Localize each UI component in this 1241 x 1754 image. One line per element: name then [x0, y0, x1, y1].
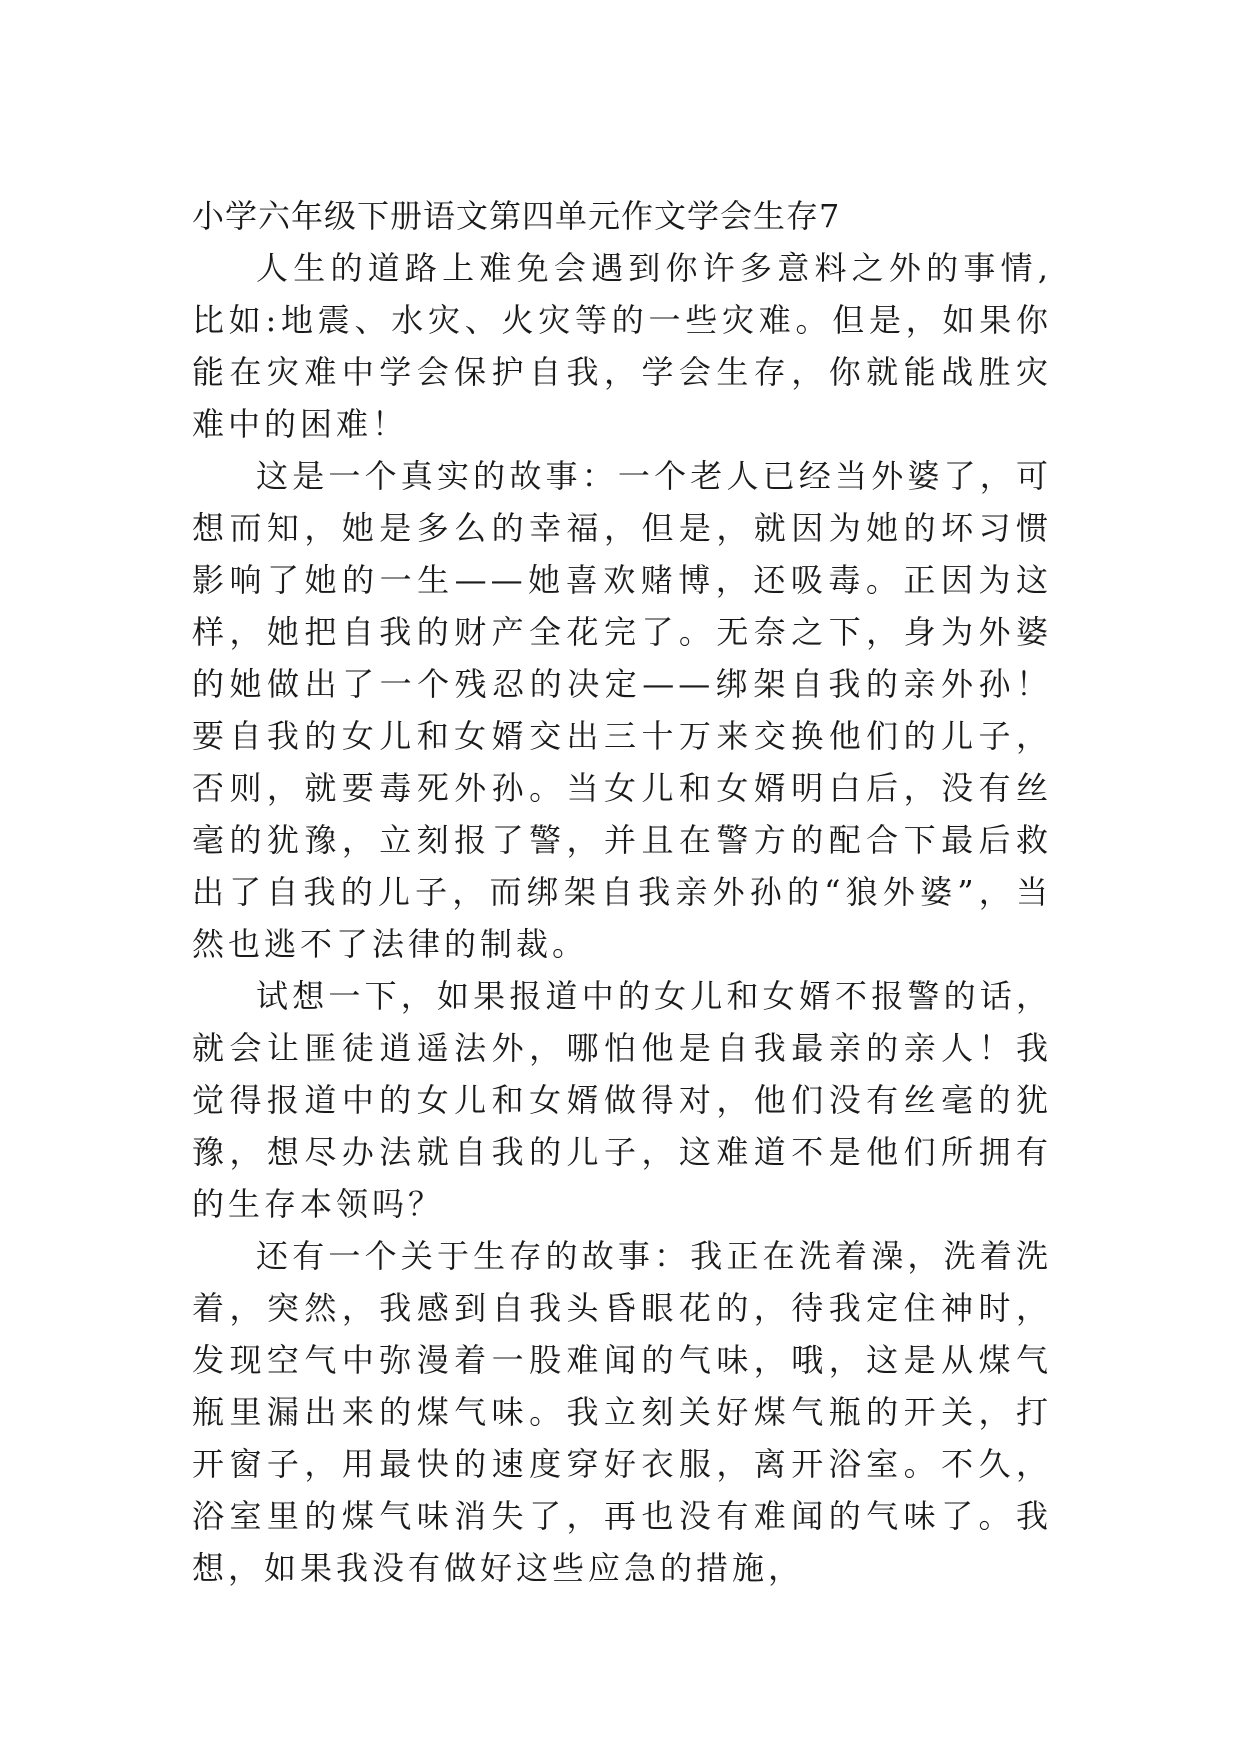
paragraph-reflection: 试想一下，如果报道中的女儿和女婿不报警的话，就会让匪徒逍遥法外，哪怕他是自我最亲的亲人！我觉得报道中的女儿和女婿做得对，他们没有丝毫的犹豫，想尽办法就自我的儿子，这难道不是他们所拥有的生存本领吗？	[192, 977, 1052, 1223]
document-title: 小学六年级下册语文第四单元作文学会生存7	[192, 197, 841, 235]
paragraph-intro: 人生的道路上难免会遇到你许多意料之外的事情,比如:地震、水灾、火灾等的一些灾难。但是，如果你能在灾难中学会保护自我，学会生存，你就能战胜灾难中的困难！	[192, 249, 1052, 443]
paragraph-story-grandmother: 这是一个真实的故事：一个老人已经当外婆了，可想而知，她是多么的幸福，但是，就因为她的坏习惯影响了她的一生——她喜欢赌博，还吸毒。正因为这样，她把自我的财产全花完了。无奈之下，身为外婆的她做出了一个残忍的决定——绑架自我的亲外孙！要自我的女儿和女婿交出三十万来交换他们的儿子，否则，就要毒死外孙。当女儿和女婿明白后，没有丝毫的犹豫，立刻报了警，并且在警方的配合下最后救出了自我的儿子，而绑架自我亲外孙的“狼外婆”，当然也逃不了法律的制裁。	[192, 457, 1052, 963]
paragraph-story-gas: 还有一个关于生存的故事：我正在洗着澡，洗着洗着，突然，我感到自我头昏眼花的，待我定住神时，发现空气中弥漫着一股难闻的气味，哦，这是从煤气瓶里漏出来的煤气味。我立刻关好煤气瓶的开关，打开窗子，用最快的速度穿好衣服，离开浴室。不久，浴室里的煤气味消失了，再也没有难闻的气味了。我想，如果我没有做好这些应急的措施，	[192, 1237, 1052, 1587]
document-body	[192, 190, 1052, 1594]
